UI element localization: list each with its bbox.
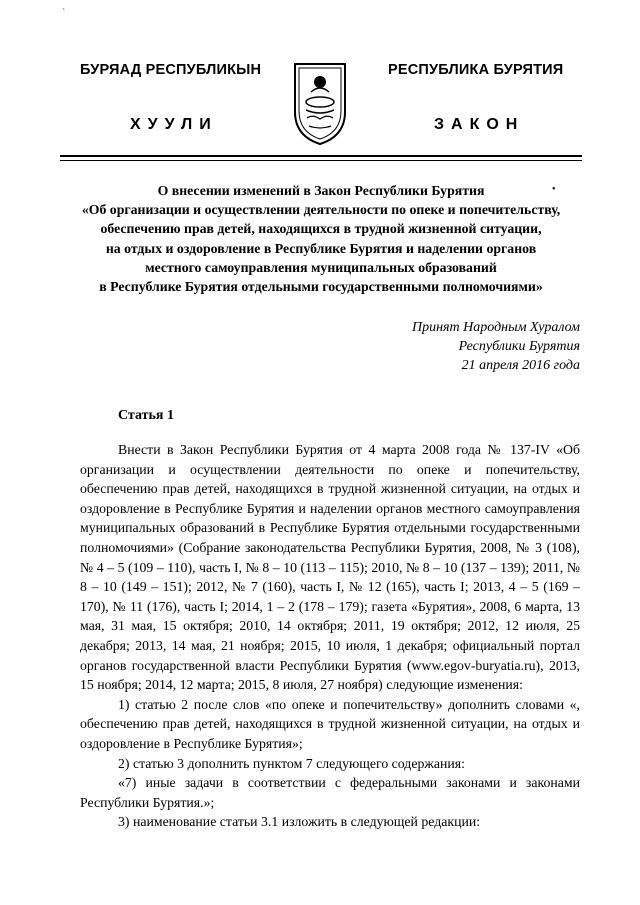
header-divider-thick: [60, 155, 582, 157]
header-russian-law: ЗАКОН: [434, 116, 525, 133]
header-buryat-republic: БУРЯАД РЕСПУБЛИКЫН: [80, 62, 262, 78]
paragraph: 2) статью 3 дополнить пунктом 7 следующего содержания:: [118, 755, 465, 771]
header-buryat-law: ХУУЛИ: [130, 116, 218, 133]
adoption-date: 21 апреля 2016 года: [461, 358, 580, 373]
paragraph: Внести в Закон Республики Бурятия от 4 марта 2008 года № 137-IV «Об организации и осуществлении деятельности по опеке и попечительству, обеспечению прав детей, находящихся в трудной жизненной ситуации, на отдых и оздоровление в Республике Бурятия и наделении органов местного самоуправления муниципальных образований в Республике Бурятия отдельными государственными полномочиями» (Собрание законодательства Республики Бурятия, 2008, № 3 (108), № 4 – 5 (109 – 110), часть I, № 8 – 10 (113 – 115); 2010, № 8 – 10 (137 – 139); 2011, № 8 – 10 (149 – 151); 2012, № 7 (160), часть I, № 12 (165), часть I; 2013, 4 – 5 (169 – 170), № 11 (176), часть I; 2014, 1 – 2 (178 – 179); газета «Бурятия», 2008, 6 марта, 13 мая, 31 мая, 15 октября; 2010, 14 октября; 2011, 19 октября; 2012, 12 июля, 25 декабря; 2013, 14 мая, 21 ноября; 2015, 10 июля, 1 декабря; официальный портал органов государственной власти Республики Бурятия (www.egov-buryatia.ru), 2013, 15 ноября; 2014, 12 марта; 2015, 8 июля, 27 ноября) следующие изменения:: [80, 442, 580, 693]
paragraph: «7) иные задачи в соответствии с федеральными законами и законами Республики Бурятия.»;: [80, 775, 580, 810]
paragraph: 3) наименование статьи 3.1 изложить в следующей редакции:: [118, 814, 481, 830]
title-line: обеспечению прав детей, находящихся в трудной жизненной ситуации,: [100, 221, 542, 237]
adoption-line: Принят Народным Хуралом: [411, 320, 580, 335]
scan-dot-mark: •: [552, 184, 556, 195]
title-line: «Об организации и осуществлении деятельности по опеке и попечительству,: [81, 202, 561, 218]
adoption-line: Республики Бурятия: [458, 339, 580, 354]
title-line: О внесении изменений в Закон Республики Бурятия: [157, 183, 485, 198]
title-line: на отдых и оздоровление в Республике Бурятия и наделении органов: [105, 240, 537, 256]
paragraph: 1) статью 2 после слов «по опеке и попечительству» дополнить словами «, обеспечению прав детей, находящихся в трудной жизненной ситуации, на отдых и оздоровление в Республике Бурятия»;: [80, 696, 580, 751]
scan-corner-mark: `: [62, 8, 66, 19]
title-line: местного самоуправления муниципальных образований: [145, 259, 497, 275]
coat-of-arms-emblem: [289, 56, 351, 148]
article-heading: Статья 1: [118, 408, 174, 423]
law-title: [58, 181, 584, 296]
header-russian-republic: РЕСПУБЛИКА БУРЯТИЯ: [388, 62, 564, 78]
header-divider-thin: [60, 160, 582, 161]
adoption-note: [412, 318, 580, 375]
title-line: в Республике Бурятия отдельными государственными полномочиями»: [99, 279, 543, 295]
article-body: [80, 440, 580, 832]
